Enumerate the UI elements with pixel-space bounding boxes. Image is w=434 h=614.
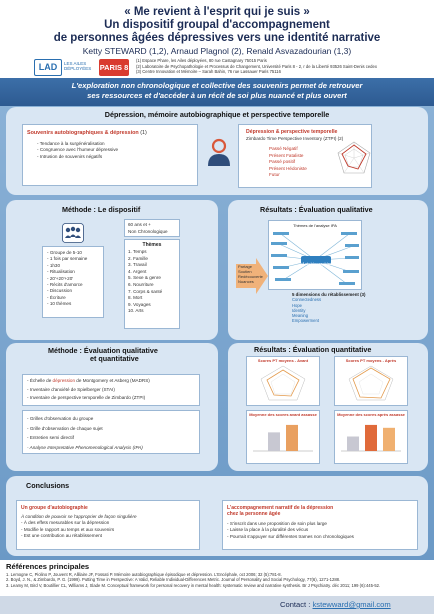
list-item: 4. Argent: [128, 268, 147, 274]
list-item: Connectedness: [292, 297, 322, 303]
chronology-text: Non Chronologique: [128, 229, 168, 234]
list-item: Futur: [269, 172, 280, 178]
list-item: Présent Hédoniste: [269, 165, 307, 171]
ipa-mind-map: [268, 220, 362, 290]
list-item: 5. Sexe & genre: [128, 275, 161, 281]
list-item: 1. Temps: [128, 249, 147, 254]
reference-item: 3. Leamy M, Bird V, Boutillier CL, Williams J, Slade M. Conceptual framework for personal recovery in mental health: systematic review and narrative synthesis. Br J Psychiatry. déc 2011; 199 (6):445-52.: [6, 582, 381, 588]
mind-map-graphic: [269, 228, 361, 288]
qualitative-tools-list: [23, 411, 199, 452]
list-item: 6. Nourriture: [128, 281, 154, 287]
list-item: - Laisse la place à la pluralité des vécus: [227, 527, 417, 533]
age-text: 60 ans et +: [128, 222, 151, 227]
list-item: - Tendance à la surgénéralisation: [37, 141, 197, 147]
method-items-list: [43, 247, 103, 308]
affiliation-3: (3) Centre Innovation et Mémoire – Sarah Bahin, 76 rue Lassauer Paris 75116: [136, 69, 281, 75]
shared-themes: [238, 264, 263, 284]
recovery-title: 5 dimensions du rétablissement (3): [292, 292, 366, 297]
themes-list: [125, 248, 179, 315]
group-icon: [62, 223, 84, 243]
recovery-list: [292, 297, 372, 323]
list-item: - Est une contribution au rétablissement: [21, 533, 199, 539]
authors: Ketty STEWARD (1,2), Arnaud Plagnol (2), Renald Asvazadourian (1,3): [82, 46, 352, 56]
bar-after-title: Moyenne des scores après assasse: [337, 412, 405, 417]
conclusion-right-heading: [223, 501, 417, 517]
affiliation-2: (2) Laboratoire de Psychopathologie et Processus de Changement, Université Paris 8 - 2, r de la Liberté 93526 Saint-Denis cedex: [136, 63, 377, 69]
conclusion-left-intro: À condition de pouvoir se l'approprier de façon singulière: [21, 514, 137, 519]
autobiographical-box: [22, 124, 198, 186]
conclusion-left-box: [16, 500, 200, 550]
conclusion-left-heading: Un groupe d'autobiographie: [21, 505, 88, 511]
ztpi-subtitle: Zimbardo Time Perspective Inventory (ZTPI) (2): [246, 136, 344, 141]
conclusion-right-heading-1: L'accompagnement narratif de la dépression: [227, 505, 334, 511]
method-title: Méthode : Le dispositif: [62, 205, 141, 214]
list-item: Passé positif: [269, 159, 296, 165]
quantitative-tools-list: [23, 375, 199, 403]
banner-line1: L'exploration non chronologique et collective des souvenirs permet de retrouver: [71, 81, 363, 90]
tool-text: Échelle de: [29, 378, 53, 383]
person-icon: [206, 138, 232, 168]
contact-label: Contact :: [280, 600, 313, 609]
references-title: Références principales: [6, 562, 90, 571]
bar-A: [347, 437, 359, 451]
tool-highlight: dépression: [52, 378, 76, 383]
list-item: Empowerment: [292, 318, 319, 324]
depression-memory-title: Dépression, mémoire autobiographique et perspective temporelle: [104, 110, 330, 119]
bar-B: [286, 425, 298, 451]
list-item: - Grilles d'observation du groupe: [27, 414, 199, 424]
list-item: - 1 fois par semaine: [47, 256, 103, 262]
results-qualitative-title: Résultats : Évaluation qualitative: [260, 205, 373, 214]
reference-item: 1. Lemogne C, Piolino P, Jouvent R, Allilaire JF, Fossati P. Mémoire autobiographique épisodique et dépression. L'Encéphale, oct 2006; 32 (5):781-8.: [6, 572, 282, 577]
list-item: 8. Mort: [128, 295, 143, 301]
list-item: - Grille d'observation de chaque sujet: [27, 424, 199, 434]
list-item: - Groupe de 5-10: [47, 250, 103, 256]
bar-A: [268, 432, 280, 451]
list-item: Identity: [292, 307, 306, 313]
list-item: 9. Voyages: [128, 301, 151, 307]
list-item: - Récits d'amorce: [47, 282, 103, 288]
paris8-logo: PARIS 8: [99, 59, 129, 76]
list-item: 10. Arts: [128, 308, 144, 314]
list-item: Présent Fataliste: [269, 152, 304, 158]
list-item: Meaning: [292, 313, 309, 319]
bar-chart-before: [247, 417, 319, 455]
results-quantitative-title: Résultats : Évaluation quantitative: [254, 345, 372, 354]
list-item: Passé Négatif: [269, 146, 298, 152]
affiliation-1: (1) Espace Phare, les Ailes déployées, 80 rue Castagnary 75015 Paris: [136, 58, 267, 63]
list-item: - 1h30: [47, 263, 103, 269]
temporal-heading: Dépression & perspective temporelle: [246, 129, 338, 135]
list-item: 2. Famille: [128, 255, 148, 261]
bar-before-title: Moyenne des scores avant assasse: [249, 412, 317, 417]
poster-title-line1: « Me revient à l'esprit qui je suis »: [124, 6, 310, 18]
list-item: - 10 thèmes: [47, 301, 103, 307]
mind-map-title: Thèmes de l'analyse IPA: [293, 223, 337, 228]
method-items-box: [42, 246, 104, 318]
radar-chart-icon: [336, 140, 372, 176]
bar-chart-after: [335, 417, 407, 455]
bar-chart-after-box: [334, 410, 408, 464]
list-item: [27, 377, 199, 386]
tool-text: de Montgomery et Asberg (MADRS): [75, 378, 150, 383]
conclusion-left-list: [17, 520, 199, 539]
list-item: Hope: [292, 302, 303, 308]
bar-B: [365, 425, 377, 451]
tool-text: Inventaire de perspective temporelle de Zimbardo (ZTPI): [29, 395, 146, 401]
autobiographical-ref: (1): [140, 130, 147, 136]
list-item: - Entretien semi directif: [27, 433, 199, 443]
affiliations: [136, 58, 428, 75]
list-item: - Écriture: [47, 295, 103, 301]
evaluation-method-title-2: et quantitative: [90, 354, 139, 363]
recovery-dimensions: [292, 292, 372, 323]
list-item: - Intrusion de souvenirs négatifs: [37, 154, 197, 160]
method-panel: [6, 200, 218, 340]
radar-after-box: [334, 356, 408, 406]
autobiographical-heading-text: Souvenirs autobiographiques & dépression: [27, 130, 139, 136]
list-item: - Discussion: [47, 288, 103, 294]
radar-after-chart: [335, 363, 407, 403]
list-item: - Analyse Interpretative Phenomenological Analysis (IPA): [27, 443, 199, 453]
list-item: - Ritualisation: [47, 269, 103, 275]
list-item: Soutien: [238, 269, 252, 274]
list-item: Nuances: [238, 279, 254, 284]
list-item: Partage: [238, 264, 253, 269]
qualitative-tools-box: [22, 410, 200, 454]
list-item: - Pourrait s'appuyer sur différentes trames non chronologiques: [227, 534, 417, 540]
poster-title-line2: Un dispositif groupal d'accompagnement: [104, 19, 330, 31]
list-item: - À des effets mesurables sur la dépression: [21, 520, 199, 526]
evaluation-method-title-1: Méthode : Évaluation qualitative: [48, 346, 158, 355]
reference-item: 2. Boyd, J. N., & Zimbardo, P. G. (1999). Putting Time in Perspective: A Valid, Reliable Individual-Differences Metric. Journal of Personality and Social Psychology, 77(6), 1271-1288.: [6, 577, 341, 583]
bar-chart-before-box: [246, 410, 320, 464]
radar-before-box: [246, 356, 320, 406]
autobiographical-list: [23, 136, 197, 160]
conclusions-title: Conclusions: [26, 481, 70, 490]
poster-title-line3: de personnes âgées dépressives vers une identité narrative: [53, 32, 381, 44]
list-item: [27, 394, 199, 403]
conclusion-right-heading-2: chez la personne âgée: [227, 511, 281, 517]
contact: [280, 600, 391, 609]
list-item: - Congruence avec l'humeur dépressive: [37, 147, 197, 153]
list-item: Redécouverte: [238, 274, 263, 279]
banner-line2: ses ressources et d'accéder à un récit de soi plus nuancé et plus ouvert: [87, 91, 347, 100]
list-item: [27, 386, 199, 395]
banner-text: [0, 81, 434, 101]
autobiographical-heading: [23, 125, 197, 136]
ailes-deployees-logo: LES AILES DÉPLOYÉES: [64, 61, 92, 71]
radar-after-title: Scores PT moyens - Après: [345, 358, 397, 363]
references-list: [6, 572, 430, 588]
list-item: 3. Travail: [128, 262, 147, 268]
bar-C: [383, 428, 395, 451]
conclusion-right-list: [223, 517, 417, 540]
radar-before-chart: [247, 363, 319, 403]
radar-before-title: Scores PT moyens - Avant: [257, 358, 309, 363]
list-item: - S'inscrit dans une proposition de soin plus large: [227, 521, 417, 527]
quantitative-tools-box: [22, 374, 200, 406]
chronology-box: [124, 228, 180, 237]
themes-title: Thèmes: [142, 242, 162, 248]
tool-text: Inventaire d'anxiété de Spielberger (STAI): [29, 386, 115, 392]
contact-email-link[interactable]: kstewward@gmail.com: [312, 600, 391, 609]
themes-box: [124, 239, 180, 329]
lad-logo: LAD: [34, 59, 62, 76]
conclusion-right-box: [222, 500, 418, 550]
mind-map-center-node: Autobiographie: [301, 262, 331, 266]
list-item: - Modifie le rapport au temps et aux souvenirs: [21, 527, 199, 533]
list-item: 7. Corps & santé: [128, 288, 163, 294]
list-item: - 20'+20'+20': [47, 276, 103, 282]
